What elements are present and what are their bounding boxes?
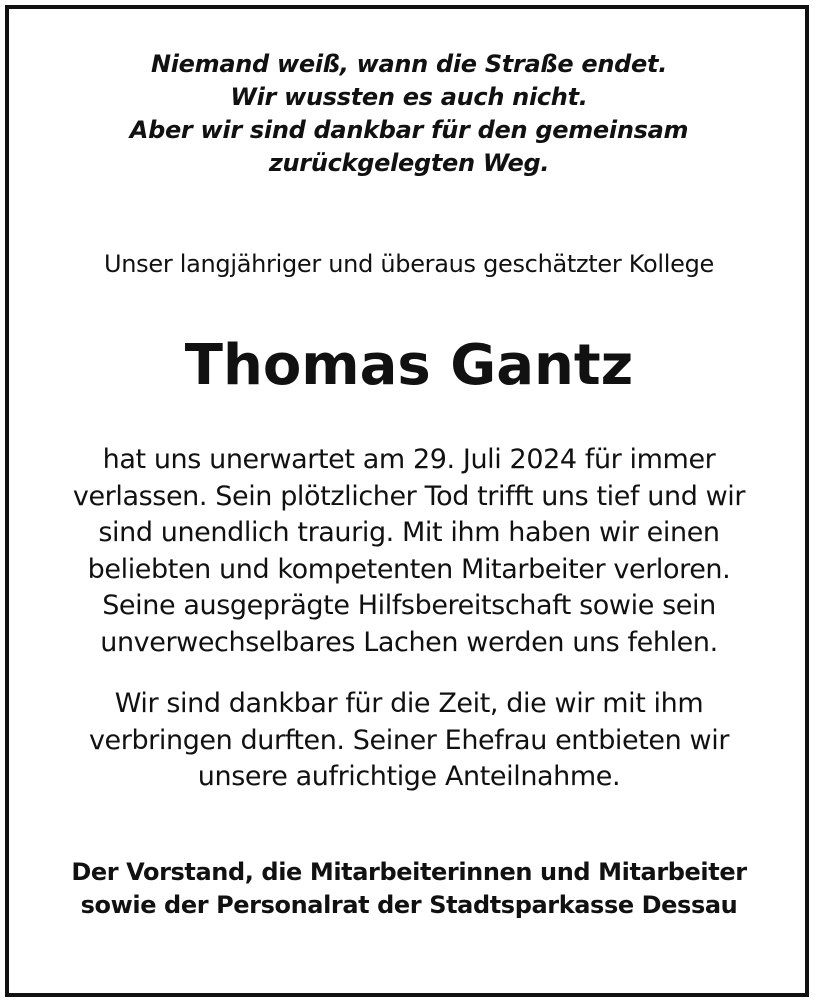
deceased-name: Thomas Gantz [184,333,634,398]
signature-line: sowie der Personalrat der Stadtsparkasse Dessau [80,891,738,919]
motto-line: Wir wussten es auch nicht. [230,83,588,111]
body-line: unverwechselbares Lachen werden uns fehlen. [100,626,718,658]
body-line: hat uns unerwartet am 29. Juli 2024 für immer [102,444,716,475]
body-line: verlassen. Sein plötzlicher Tod trifft uns tief und wir [72,480,746,512]
body-paragraph-2 [0,686,818,796]
motto-line: Aber wir sind dankbar für den gemeinsam [129,116,689,144]
body-line: Seine ausgeprägte Hilfsbereitschaft sowie sein [102,590,716,621]
motto-verse [0,48,818,180]
body-line: sind unendlich traurig. Mit ihm haben wir einen [98,517,720,548]
motto-line: Niemand weiß, wann die Straße endet. [150,50,668,78]
intro-text: Unser langjähriger und überaus geschätzter Kollege [103,250,715,278]
body-line: beliebten und kompetenten Mitarbeiter verloren. [87,553,731,585]
body-paragraph-1 [0,442,818,661]
motto-line: zurückgelegten Weg. [268,149,550,177]
body-line: verbringen durften. Seiner Ehefrau entbieten wir [88,724,730,756]
body-line: unsere aufrichtige Anteilnahme. [197,761,621,792]
body-line: Wir sind dankbar für die Zeit, die wir mit ihm [114,688,704,719]
signature-line: Der Vorstand, die Mitarbeiterinnen und Mitarbeiter [71,858,747,886]
signature-block [0,856,818,922]
